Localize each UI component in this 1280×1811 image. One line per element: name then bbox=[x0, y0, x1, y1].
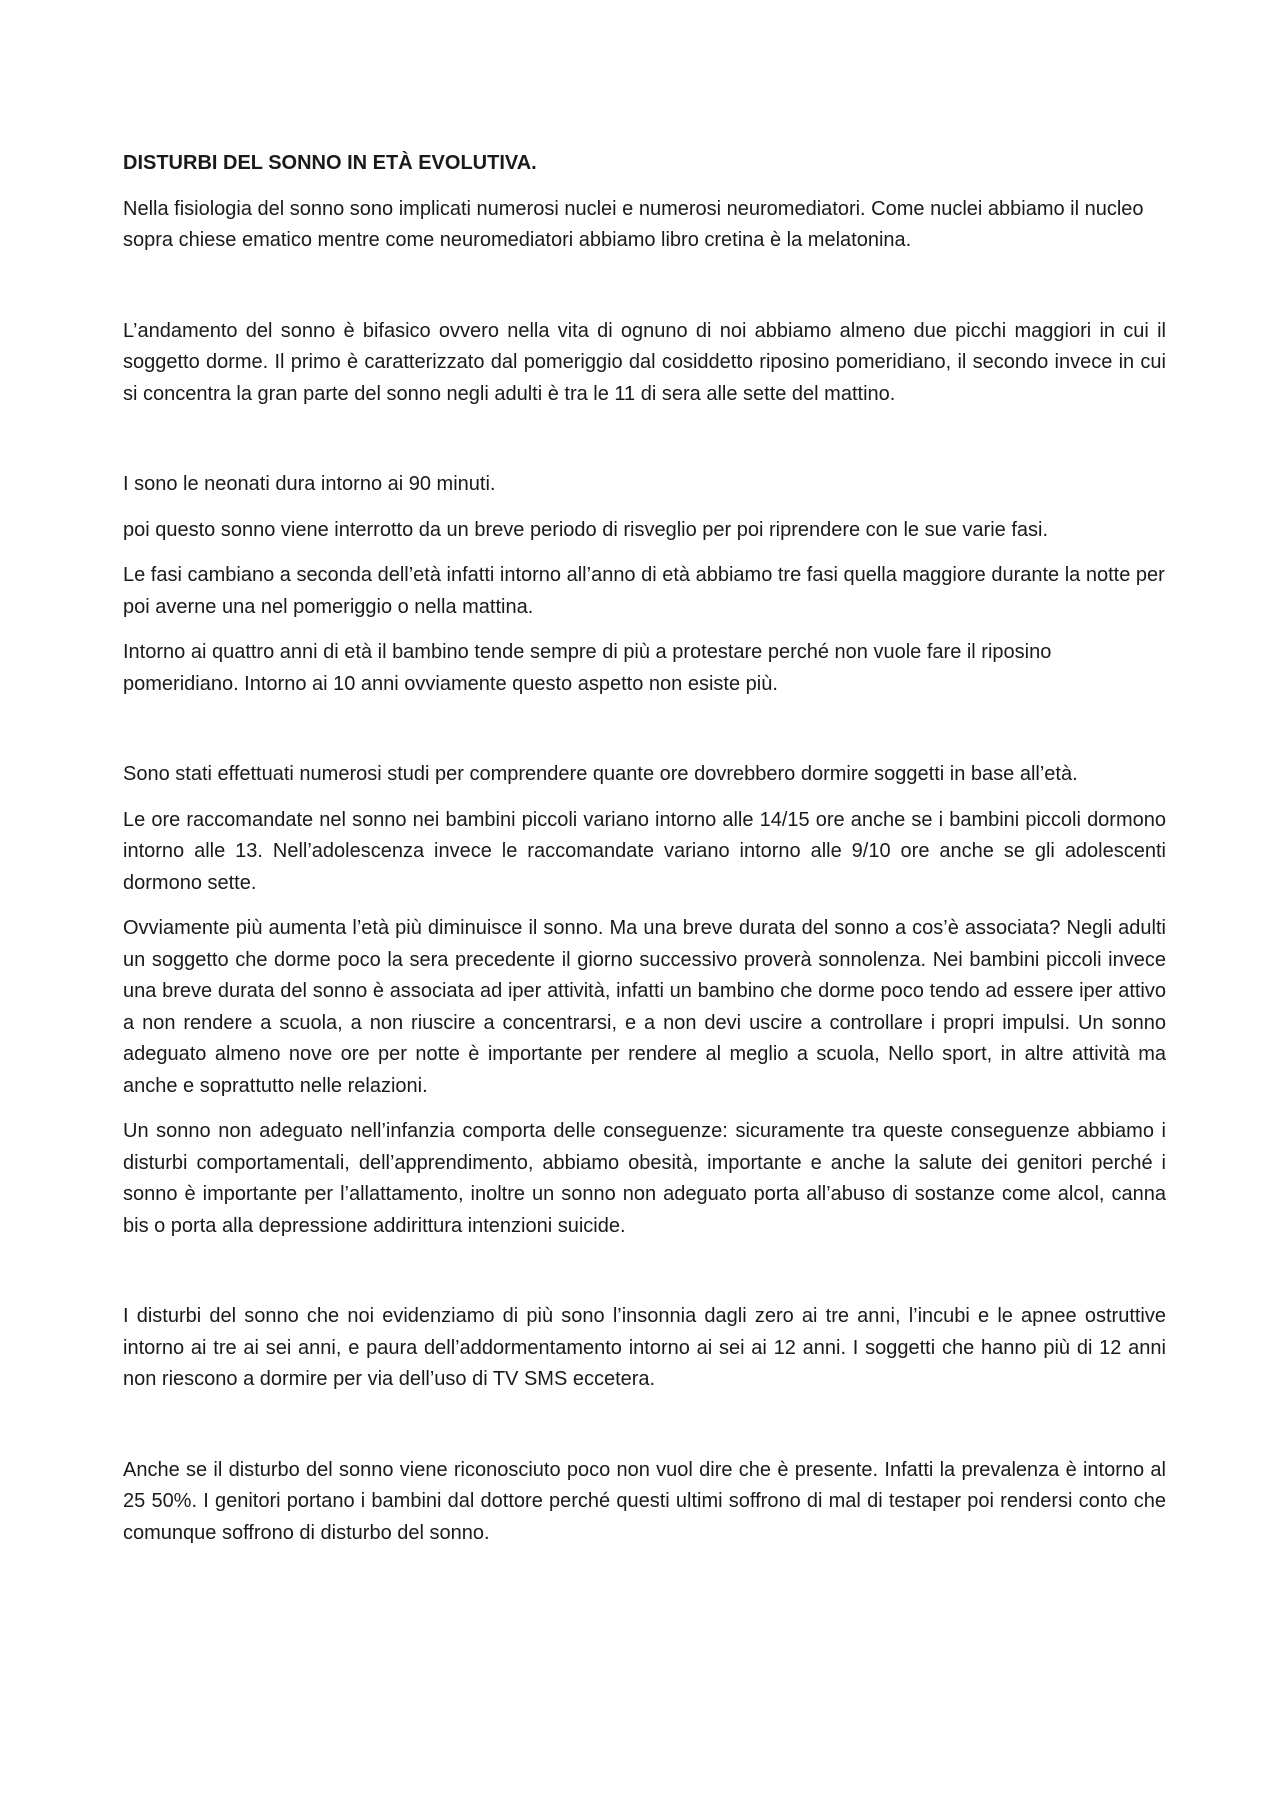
blank-line bbox=[123, 1410, 1166, 1455]
paragraph-newborn-sleep: I sono le neonati dura intorno ai 90 minuti. bbox=[123, 473, 496, 495]
paragraph-phases: Le fasi cambiano a seconda dell’età infatti intorno all’anno di età abbiamo tre fasi quella maggiore durante la notte per poi averne una nel pomeriggio o nella mattina. bbox=[123, 564, 1165, 618]
blank-line bbox=[123, 1256, 1166, 1301]
paragraph-prevalence: Anche se il disturbo del sonno viene riconosciuto poco non vuol dire che è presente. Infatti la prevalenza è intorno al 25 50%. I genitori portano i bambini dal dottore perché questi ultimi soffrono di mal di testaper poi rendersi conto che comunque soffrono di disturbo del sonno. bbox=[123, 1458, 1166, 1544]
document-body bbox=[123, 148, 1166, 1563]
blank-line bbox=[123, 271, 1166, 316]
paragraph-physiology: Nella fisiologia del sonno sono implicati numerosi nuclei e numerosi neuromediatori. Come nuclei abbiamo il nucleo sopra chiese ematico mentre come neuromediatori abbiamo libro cretina è la melatonina. bbox=[123, 197, 1144, 251]
paragraph-studies: Sono stati effettuati numerosi studi per comprendere quante ore dovrebbero dormire soggetti in base all’età. bbox=[123, 763, 1078, 785]
paragraph-nap: Intorno ai quattro anni di età il bambino tende sempre di più a protestare perché non vuole fare il riposino pomeridiano. Intorno ai 10 anni ovviamente questo aspetto non esiste più. bbox=[123, 641, 1052, 695]
paragraph-short-sleep: Ovviamente più aumenta l’età più diminuisce il sonno. Ma una breve durata del sonno a cos’è associata? Negli adulti un soggetto che dorme poco la sera precedente il giorno successivo proverà sonnolenza. Nei bambini piccoli invece una breve durata del sonno è associata ad iper attività, infatti un bambino che dorme poco tendo ad essere iper attivo a non rendere a scuola, a non riuscire a concentrarsi, e a non devi uscire a controllare i propri impulsi. Un sonno adeguato almeno nove ore per notte è importante per rendere al meglio a scuola, Nello sport, in altre attività ma anche e soprattutto nelle relazioni. bbox=[123, 917, 1166, 1097]
paragraph-recommended-hours: Le ore raccomandate nel sonno nei bambini piccoli variano intorno alle 14/15 ore anche se i bambini piccoli dormono intorno alle 13. Nell’adolescenza invece le raccomandate variano intorno alle 9/10 ore anche se gli adolescenti dormono sette. bbox=[123, 808, 1166, 894]
blank-line bbox=[123, 714, 1166, 759]
document-title: DISTURBI DEL SONNO IN ETÀ EVOLUTIVA. bbox=[123, 152, 537, 174]
paragraph-awakening: poi questo sonno viene interrotto da un breve periodo di risveglio per poi riprendere con le sue varie fasi. bbox=[123, 518, 1048, 541]
paragraph-consequences: Un sonno non adeguato nell’infanzia comporta delle conseguenze: sicuramente tra queste conseguenze abbiamo i disturbi comportamentali, dell’apprendimento, abbiamo obesità, importante e anche la salute dei genitori perché i sonno è importante per l’allattamento, inoltre un sonno non adeguato porta all’abuso di sostanze come alcol, canna bis o porta alla depressione addirittura intenzioni suicide. bbox=[123, 1120, 1166, 1237]
paragraph-disorders: I disturbi del sonno che noi evidenziamo di più sono l’insonnia dagli zero ai tre anni, l’incubi e le apnee ostruttive intorno ai tre ai sei anni, e paura dell’addormentamento intorno ai sei ai 12 anni. I soggetti che hanno più di 12 anni non riescono a dormire per via dell’uso di TV SMS eccetera. bbox=[123, 1305, 1166, 1390]
paragraph-biphasic-sleep: L’andamento del sonno è bifasico ovvero nella vita di ognuno di noi abbiamo almeno due picchi maggiori in cui il soggetto dorme. Il primo è caratterizzato dal pomeriggio dal cosiddetto riposino pomeridiano, il secondo invece in cui si concentra la gran parte del sonno negli adulti è tra le 11 di sera alle sette del mattino. bbox=[123, 319, 1166, 405]
blank-line bbox=[123, 424, 1166, 469]
